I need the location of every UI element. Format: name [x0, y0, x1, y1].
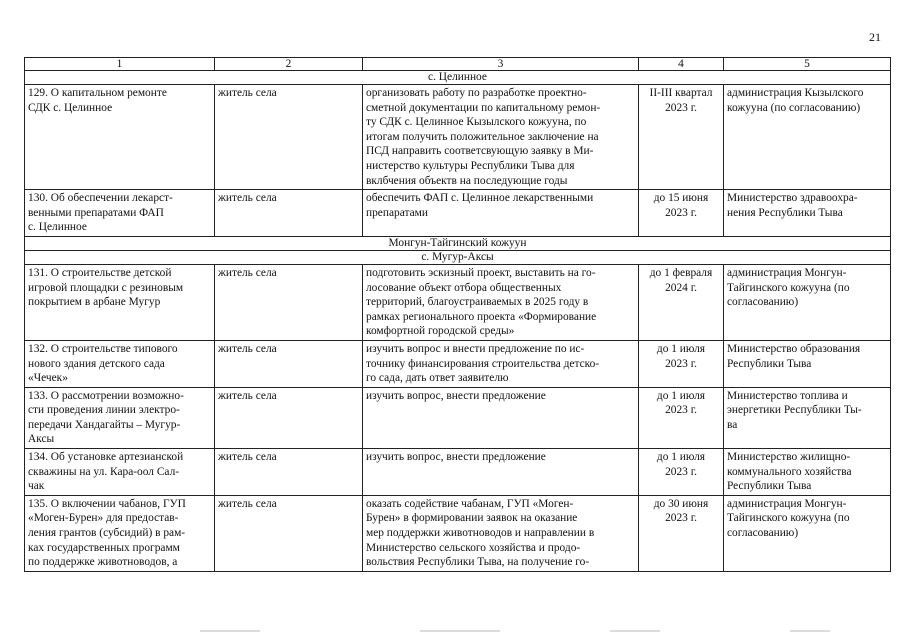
- table-row: [25, 190, 891, 237]
- measure-cell: 131. О строительстве детской игровой площадки с резиновым покрытием в арбане Мугур: [25, 264, 215, 340]
- measure-cell: 129. О капитальном ремонте СДК с. Целинное: [25, 85, 215, 190]
- table-row: [25, 495, 891, 571]
- column-number-5: 5: [724, 58, 891, 71]
- deadline-cell: II-III квартал 2023 г.: [639, 85, 724, 190]
- action-cell: изучить вопрос, внести предложение: [363, 387, 639, 448]
- scan-artifact-line: [200, 630, 260, 632]
- measure-cell: 135. О включении чабанов, ГУП «Моген-Бурен» для предостав- ления грантов (субсидий) в рам- ках государственных программ по поддержке животноводов, а: [25, 495, 215, 571]
- responsible-cell: администрация Монгун- Тайгинского кожууна (по согласованию): [724, 264, 891, 340]
- section-heading: с. Целинное: [25, 71, 891, 85]
- author-cell: житель села: [215, 387, 363, 448]
- responsible-cell: Министерство здравоохра- нения Республики Тыва: [724, 190, 891, 237]
- author-cell: житель села: [215, 264, 363, 340]
- section-heading: Монгун-Тайгинский кожуун: [25, 236, 891, 250]
- scan-artifact-line: [790, 630, 830, 632]
- table-row: [25, 85, 891, 190]
- section-heading-row: [25, 71, 891, 85]
- section-heading: с. Мугур-Аксы: [25, 250, 891, 264]
- measure-cell: 132. О строительстве типового нового здания детского сада «Чечек»: [25, 340, 215, 387]
- action-cell: изучить вопрос, внести предложение: [363, 449, 639, 496]
- deadline-cell: до 1 июля 2023 г.: [639, 340, 724, 387]
- table-row: [25, 264, 891, 340]
- responsible-cell: администрация Монгун- Тайгинского кожууна (по согласованию): [724, 495, 891, 571]
- scan-artifact-line: [420, 630, 500, 632]
- column-number-4: 4: [639, 58, 724, 71]
- measure-cell: 130. Об обеспечении лекарст- венными препаратами ФАП с. Целинное: [25, 190, 215, 237]
- measure-cell: 133. О рассмотрении возможно- сти проведения линии электро- передачи Хандагайты – Мугур- Аксы: [25, 387, 215, 448]
- table-row: [25, 340, 891, 387]
- table-row: [25, 449, 891, 496]
- author-cell: житель села: [215, 340, 363, 387]
- deadline-cell: до 30 июня 2023 г.: [639, 495, 724, 571]
- deadline-cell: до 1 июля 2023 г.: [639, 449, 724, 496]
- column-number-3: 3: [363, 58, 639, 71]
- action-cell: организовать работу по разработке проектно- сметной документации по капитальному ремон- ту СДК с. Целинное Кызылского кожууна, по итогам получить положительное заключение на ПСД направить соответсвующую заявку в Ми- нистерство культуры Республики Тыва для вклбчения объектв на последующие годы: [363, 85, 639, 190]
- action-cell: изучить вопрос и внести предложение по ис- точнику финансирования строительства детско- го сада, дать ответ заявителю: [363, 340, 639, 387]
- action-cell: подготовить эскизный проект, выставить на го- лосование объект отбора общественных территорий, благоустраиваемых в 2025 году в рамках регионального проекта «Формирование комфортной городской среды»: [363, 264, 639, 340]
- section-heading-row: [25, 236, 891, 250]
- author-cell: житель села: [215, 449, 363, 496]
- scan-artifact-line: [610, 630, 660, 632]
- author-cell: житель села: [215, 190, 363, 237]
- column-number-2: 2: [215, 58, 363, 71]
- measure-cell: 134. Об установке артезианской скважины на ул. Кара-оол Сал- чак: [25, 449, 215, 496]
- author-cell: житель села: [215, 495, 363, 571]
- section-heading-row: [25, 250, 891, 264]
- responsible-cell: Министерство топлива и энергетики Республики Ты- ва: [724, 387, 891, 448]
- responsible-cell: Министерство образования Республики Тыва: [724, 340, 891, 387]
- document-table: [24, 57, 891, 572]
- deadline-cell: до 15 июня 2023 г.: [639, 190, 724, 237]
- responsible-cell: Министерство жилищно- коммунального хозяйства Республики Тыва: [724, 449, 891, 496]
- responsible-cell: администрация Кызылского кожууна (по согласованию): [724, 85, 891, 190]
- action-cell: оказать содействие чабанам, ГУП «Моген- Бурен» в формировании заявок на оказание мер поддержки животноводов и направлении в Министерство сельского хозяйства и продо- вольствия Республики Тыва, на получение го-: [363, 495, 639, 571]
- column-number-row: [25, 58, 891, 71]
- column-number-1: 1: [25, 58, 215, 71]
- table-row: [25, 387, 891, 448]
- author-cell: житель села: [215, 85, 363, 190]
- deadline-cell: до 1 июля 2023 г.: [639, 387, 724, 448]
- page-number: 21: [869, 30, 881, 44]
- action-cell: обеспечить ФАП с. Целинное лекарственными препаратами: [363, 190, 639, 237]
- deadline-cell: до 1 февраля 2024 г.: [639, 264, 724, 340]
